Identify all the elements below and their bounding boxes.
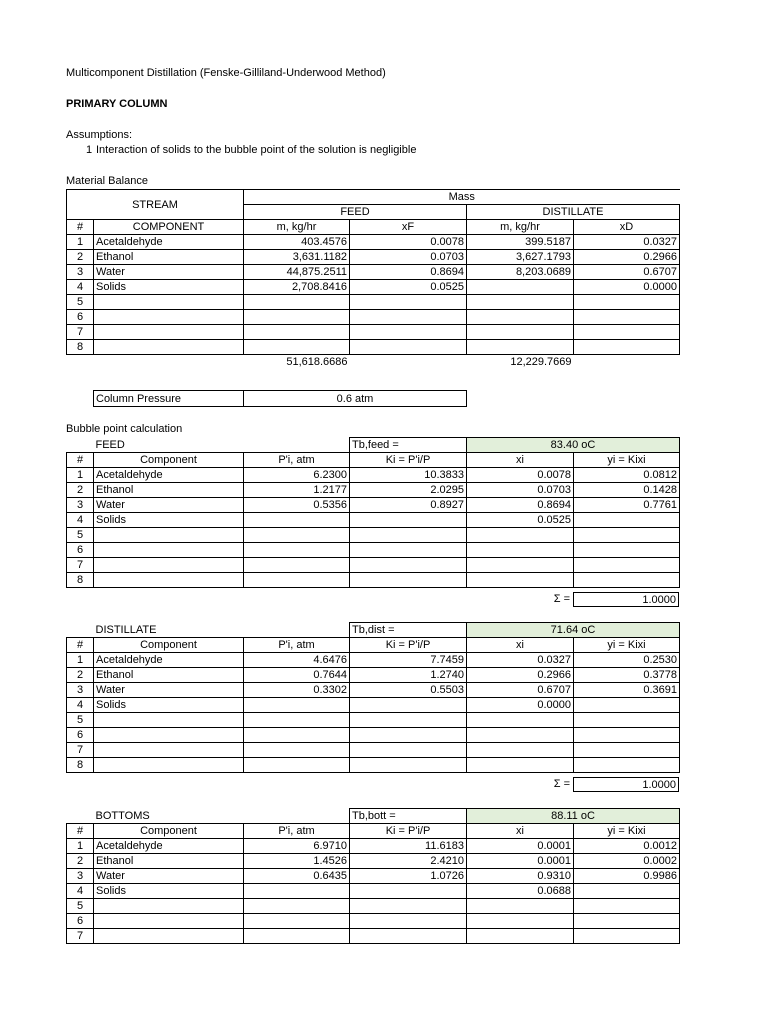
cell-k: 10.3833: [350, 468, 467, 483]
cell-x: 0.0000: [467, 698, 574, 713]
cell-k: [350, 758, 467, 773]
cell-y: [574, 513, 680, 528]
distillate-sum-label: Σ =: [553, 778, 570, 790]
cell-md: 399.5187: [467, 235, 574, 250]
table-row: [67, 743, 680, 758]
cell-n: 1: [67, 839, 94, 854]
cell-n: 4: [67, 884, 94, 899]
cell-n: 6: [67, 728, 94, 743]
feed-bubble-table: [66, 437, 680, 588]
cell-x: 0.0078: [467, 468, 574, 483]
cell-y: [574, 698, 680, 713]
stream-header: STREAM: [67, 190, 244, 220]
cell-mf: 2,708.8416: [244, 280, 350, 295]
cell-x: [467, 758, 574, 773]
distillate-header: DISTILLATE: [467, 205, 680, 220]
feed-total: 51,618.6686: [286, 356, 348, 369]
cell-k: [350, 558, 467, 573]
cell-p: 0.5356: [244, 498, 350, 513]
table-row: [67, 713, 680, 728]
cell-x: [467, 543, 574, 558]
tb-dist-value: 71.64 oC: [467, 623, 680, 638]
tb-bott-value: 88.11 oC: [467, 809, 680, 824]
tb-feed-label: Tb,feed =: [350, 438, 467, 453]
cell-xf: 0.0525: [350, 280, 467, 295]
cell-comp: Solids: [94, 698, 244, 713]
table-row: [67, 250, 680, 265]
cell-n: 3: [67, 265, 94, 280]
cell-p: [244, 914, 350, 929]
table-row: [67, 340, 680, 355]
cell-mf: 3,631.1182: [244, 250, 350, 265]
cell-y: [574, 543, 680, 558]
cell-y: 0.0012: [574, 839, 680, 854]
cell-y: [574, 743, 680, 758]
cell-comp: Acetaldehyde: [94, 235, 244, 250]
table-row: [67, 528, 680, 543]
cell-n: 8: [67, 340, 94, 355]
cell-md: [467, 280, 574, 295]
table-row: [67, 573, 680, 588]
cell-y: 0.3691: [574, 683, 680, 698]
cell-x: 0.9310: [467, 869, 574, 884]
table-row: [67, 280, 680, 295]
table-row: [67, 513, 680, 528]
xi-header: xi: [467, 638, 574, 653]
cell-comp: [94, 528, 244, 543]
cell-x: 0.8694: [467, 498, 574, 513]
cell-n: 5: [67, 713, 94, 728]
cell-comp: Water: [94, 498, 244, 513]
feed-sum-label: Σ =: [553, 593, 570, 605]
feed-header: FEED: [244, 205, 467, 220]
cell-k: [350, 513, 467, 528]
vapor-pressure-header: P'i, atm: [244, 638, 350, 653]
cell-p: [244, 543, 350, 558]
bubble-point-title: Bubble point calculation: [66, 423, 183, 435]
cell-comp: Ethanol: [94, 668, 244, 683]
component-header: Component: [94, 453, 244, 468]
cell-k: 0.8927: [350, 498, 467, 513]
xd-header: xD: [574, 220, 680, 235]
column-pressure-label: Column Pressure: [94, 391, 244, 407]
vapor-pressure-header: P'i, atm: [244, 453, 350, 468]
cell-p: [244, 513, 350, 528]
table-row: [67, 698, 680, 713]
cell-n: 6: [67, 310, 94, 325]
cell-p: [244, 743, 350, 758]
cell-xf: 0.0078: [350, 235, 467, 250]
column-pressure-table: [93, 390, 467, 407]
cell-p: 1.4526: [244, 854, 350, 869]
hash-header: #: [67, 453, 94, 468]
cell-mf: [244, 295, 350, 310]
cell-p: [244, 528, 350, 543]
k-value-header: Ki = P'i/P: [350, 638, 467, 653]
table-row: [67, 235, 680, 250]
cell-mf: [244, 325, 350, 340]
cell-comp: Acetaldehyde: [94, 468, 244, 483]
cell-x: 0.6707: [467, 683, 574, 698]
cell-xd: 0.0327: [574, 235, 680, 250]
hash-header: #: [67, 220, 94, 235]
cell-xf: 0.0703: [350, 250, 467, 265]
cell-xd: 0.2966: [574, 250, 680, 265]
table-row: [67, 653, 680, 668]
cell-n: 7: [67, 325, 94, 340]
yi-header: yi = Kixi: [574, 638, 680, 653]
cell-k: [350, 573, 467, 588]
cell-p: [244, 899, 350, 914]
cell-p: [244, 558, 350, 573]
xi-header: xi: [467, 453, 574, 468]
assumption-text: Interaction of solids to the bubble point of the solution is negligible: [96, 144, 417, 156]
cell-y: [574, 884, 680, 899]
cell-x: [467, 728, 574, 743]
cell-k: [350, 884, 467, 899]
cell-xf: [350, 295, 467, 310]
cell-k: [350, 698, 467, 713]
cell-xf: [350, 325, 467, 340]
cell-y: [574, 573, 680, 588]
cell-p: 6.2300: [244, 468, 350, 483]
hash-header: #: [67, 824, 94, 839]
cell-comp: [94, 543, 244, 558]
cell-y: [574, 713, 680, 728]
feed-sum-value: 1.0000: [573, 592, 679, 607]
cell-n: 2: [67, 854, 94, 869]
column-pressure-value: 0.6 atm: [244, 391, 467, 407]
cell-xf: 0.8694: [350, 265, 467, 280]
cell-y: 0.3778: [574, 668, 680, 683]
distillate-mass-header: m, kg/hr: [467, 220, 574, 235]
cell-comp: [94, 310, 244, 325]
cell-comp: Ethanol: [94, 250, 244, 265]
cell-y: [574, 758, 680, 773]
xf-header: xF: [350, 220, 467, 235]
cell-md: [467, 295, 574, 310]
cell-comp: Water: [94, 265, 244, 280]
cell-mf: 44,875.2511: [244, 265, 350, 280]
table-row: [67, 914, 680, 929]
cell-xd: [574, 325, 680, 340]
cell-x: [467, 743, 574, 758]
mass-header: Mass: [244, 190, 680, 205]
cell-n: 5: [67, 899, 94, 914]
material-balance-table: [66, 189, 680, 370]
cell-x: 0.0001: [467, 854, 574, 869]
cell-p: 4.6476: [244, 653, 350, 668]
cell-x: 0.0525: [467, 513, 574, 528]
cell-n: 4: [67, 280, 94, 295]
cell-y: [574, 914, 680, 929]
cell-k: 0.5503: [350, 683, 467, 698]
cell-n: 1: [67, 468, 94, 483]
cell-comp: Acetaldehyde: [94, 839, 244, 854]
table-row: [67, 265, 680, 280]
cell-comp: [94, 558, 244, 573]
cell-k: 2.0295: [350, 483, 467, 498]
distillate-total: 12,229.7669: [510, 356, 572, 369]
cell-xd: [574, 310, 680, 325]
cell-md: [467, 325, 574, 340]
cell-k: [350, 914, 467, 929]
table-row: [67, 728, 680, 743]
cell-p: 6.9710: [244, 839, 350, 854]
cell-x: 0.0688: [467, 884, 574, 899]
cell-comp: [94, 573, 244, 588]
cell-k: [350, 728, 467, 743]
cell-n: 2: [67, 483, 94, 498]
cell-comp: [94, 728, 244, 743]
cell-k: 11.6183: [350, 839, 467, 854]
cell-xf: [350, 310, 467, 325]
yi-header: yi = Kixi: [574, 453, 680, 468]
cell-k: [350, 929, 467, 944]
section-title: PRIMARY COLUMN: [66, 98, 168, 110]
cell-p: [244, 728, 350, 743]
component-header: COMPONENT: [94, 220, 244, 235]
cell-md: 8,203.0689: [467, 265, 574, 280]
table-row: [67, 558, 680, 573]
table-row: [67, 899, 680, 914]
cell-k: 2.4210: [350, 854, 467, 869]
cell-p: 1.2177: [244, 483, 350, 498]
distillate-sum-value: 1.0000: [573, 777, 679, 792]
cell-y: [574, 899, 680, 914]
cell-y: 0.9986: [574, 869, 680, 884]
cell-n: 7: [67, 929, 94, 944]
cell-comp: [94, 899, 244, 914]
cell-x: 0.0001: [467, 839, 574, 854]
cell-y: [574, 728, 680, 743]
cell-comp: Acetaldehyde: [94, 653, 244, 668]
table-row: [67, 295, 680, 310]
cell-n: 7: [67, 743, 94, 758]
cell-xd: 0.6707: [574, 265, 680, 280]
cell-n: 8: [67, 758, 94, 773]
distillate-block-label: DISTILLATE: [95, 623, 157, 636]
table-row: [67, 543, 680, 558]
cell-n: 5: [67, 528, 94, 543]
cell-y: 0.7761: [574, 498, 680, 513]
tb-feed-value: 83.40 oC: [467, 438, 680, 453]
vapor-pressure-header: P'i, atm: [244, 824, 350, 839]
cell-p: [244, 713, 350, 728]
cell-y: 0.1428: [574, 483, 680, 498]
cell-k: [350, 899, 467, 914]
cell-x: [467, 929, 574, 944]
cell-y: 0.0812: [574, 468, 680, 483]
yi-header: yi = Kixi: [574, 824, 680, 839]
cell-comp: Solids: [94, 280, 244, 295]
table-row: [67, 483, 680, 498]
cell-p: [244, 758, 350, 773]
cell-x: 0.2966: [467, 668, 574, 683]
cell-comp: [94, 295, 244, 310]
table-row: [67, 884, 680, 899]
tb-dist-label: Tb,dist =: [350, 623, 467, 638]
cell-n: 2: [67, 250, 94, 265]
cell-xf: [350, 340, 467, 355]
cell-y: 0.0002: [574, 854, 680, 869]
table-row: [67, 468, 680, 483]
cell-comp: Water: [94, 683, 244, 698]
cell-n: 7: [67, 558, 94, 573]
cell-comp: Solids: [94, 884, 244, 899]
cell-n: 6: [67, 543, 94, 558]
tb-bott-label: Tb,bott =: [350, 809, 467, 824]
hash-header: #: [67, 638, 94, 653]
cell-p: 0.6435: [244, 869, 350, 884]
cell-y: [574, 558, 680, 573]
cell-comp: [94, 758, 244, 773]
document-title: Multicomponent Distillation (Fenske-Gilliland-Underwood Method): [66, 67, 386, 79]
cell-comp: [94, 713, 244, 728]
cell-comp: [94, 914, 244, 929]
table-row: [67, 758, 680, 773]
cell-comp: Ethanol: [94, 854, 244, 869]
cell-n: 5: [67, 295, 94, 310]
cell-k: 1.2740: [350, 668, 467, 683]
cell-k: [350, 543, 467, 558]
cell-p: 0.7644: [244, 668, 350, 683]
material-balance-title: Material Balance: [66, 175, 148, 187]
table-row: [67, 668, 680, 683]
cell-n: 6: [67, 914, 94, 929]
bottoms-bubble-table: [66, 808, 680, 944]
table-row: [67, 498, 680, 513]
cell-comp: [94, 929, 244, 944]
cell-xd: 0.0000: [574, 280, 680, 295]
cell-xd: [574, 340, 680, 355]
cell-md: [467, 310, 574, 325]
cell-md: [467, 340, 574, 355]
cell-y: 0.2530: [574, 653, 680, 668]
cell-mf: 403.4576: [244, 235, 350, 250]
cell-comp: [94, 340, 244, 355]
table-row: [67, 325, 680, 340]
cell-n: 1: [67, 235, 94, 250]
cell-k: [350, 713, 467, 728]
cell-p: [244, 929, 350, 944]
cell-n: 3: [67, 498, 94, 513]
cell-p: [244, 573, 350, 588]
cell-k: 1.0726: [350, 869, 467, 884]
cell-k: 7.7459: [350, 653, 467, 668]
assumptions-label: Assumptions:: [66, 129, 133, 141]
cell-k: [350, 528, 467, 543]
xi-header: xi: [467, 824, 574, 839]
table-row: [67, 869, 680, 884]
cell-x: [467, 713, 574, 728]
cell-n: 3: [67, 869, 94, 884]
k-value-header: Ki = P'i/P: [350, 824, 467, 839]
cell-y: [574, 929, 680, 944]
cell-x: [467, 528, 574, 543]
cell-n: 4: [67, 698, 94, 713]
bottoms-block-label: BOTTOMS: [95, 809, 150, 822]
table-row: [67, 929, 680, 944]
component-header: Component: [94, 638, 244, 653]
table-row: [67, 839, 680, 854]
feed-block-label: FEED: [95, 438, 125, 451]
cell-comp: Solids: [94, 513, 244, 528]
cell-comp: [94, 325, 244, 340]
cell-p: 0.3302: [244, 683, 350, 698]
cell-mf: [244, 340, 350, 355]
cell-mf: [244, 310, 350, 325]
table-row: [67, 310, 680, 325]
k-value-header: Ki = P'i/P: [350, 453, 467, 468]
assumption-number: 1: [86, 144, 93, 156]
cell-x: 0.0327: [467, 653, 574, 668]
cell-md: 3,627.1793: [467, 250, 574, 265]
component-header: Component: [94, 824, 244, 839]
table-row: [67, 683, 680, 698]
cell-comp: Water: [94, 869, 244, 884]
cell-comp: [94, 743, 244, 758]
cell-comp: Ethanol: [94, 483, 244, 498]
cell-y: [574, 528, 680, 543]
cell-x: [467, 914, 574, 929]
cell-k: [350, 743, 467, 758]
cell-n: 1: [67, 653, 94, 668]
feed-mass-header: m, kg/hr: [244, 220, 350, 235]
cell-n: 8: [67, 573, 94, 588]
cell-n: 2: [67, 668, 94, 683]
cell-n: 3: [67, 683, 94, 698]
cell-p: [244, 884, 350, 899]
distillate-bubble-table: [66, 622, 680, 773]
cell-xd: [574, 295, 680, 310]
cell-x: [467, 573, 574, 588]
cell-x: 0.0703: [467, 483, 574, 498]
cell-p: [244, 698, 350, 713]
cell-x: [467, 558, 574, 573]
cell-n: 4: [67, 513, 94, 528]
table-row: [67, 854, 680, 869]
cell-x: [467, 899, 574, 914]
